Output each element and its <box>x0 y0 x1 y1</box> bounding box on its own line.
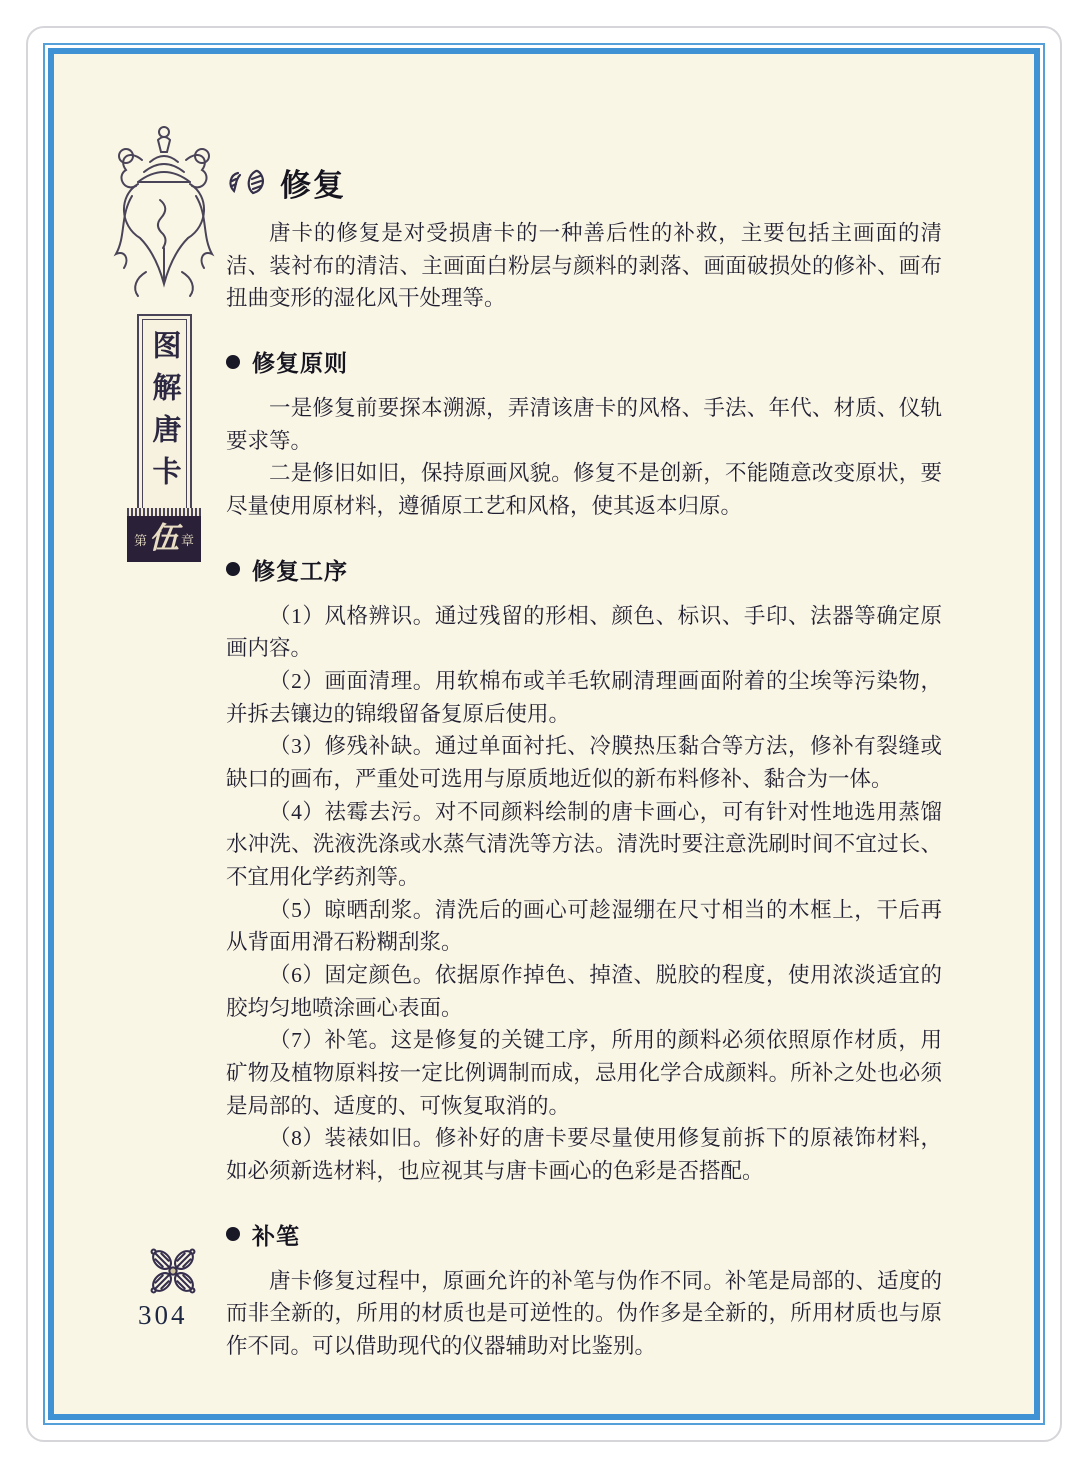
heading-label: 修复工序 <box>252 558 348 584</box>
heading-label: 修复原则 <box>252 351 348 377</box>
blue-frame-inner <box>48 48 1040 1420</box>
chapter-seal-suffix: 章 <box>181 532 195 548</box>
paragraph-step-5: （5）晾晒刮浆。清洗后的画心可趁湿绷在尺寸相当的木框上，干后再从背面用滑石粉糊刮浆。 <box>226 897 942 955</box>
bullet-icon <box>226 562 240 576</box>
heading-label: 补笔 <box>252 1223 300 1249</box>
page-paper <box>54 54 1034 1414</box>
blue-frame-outer <box>43 43 1045 1425</box>
paragraph-step-6: （6）固定颜色。依据原作掉色、掉渣、脱胶的程度，使用浓淡适宜的胶均匀地喷涂画心表面。 <box>226 963 942 1020</box>
page-number: 304 <box>138 1300 188 1330</box>
scanned-page-card <box>26 26 1062 1442</box>
page-title: 修复 <box>280 168 346 203</box>
paragraph-step-1: （1）风格辨识。通过残留的形相、颜色、标识、手印、法器等确定原画内容。 <box>226 603 942 661</box>
chapter-seal-prefix: 第 <box>133 532 147 548</box>
crossed-vajra-icon <box>142 1240 204 1307</box>
paragraph: 一是修复前要探本溯源，弄清该唐卡的风格、手法、年代、材质、仪轨要求等。 <box>226 396 942 453</box>
heading-restoration-steps <box>226 553 942 586</box>
paragraph-step-7: （7）补笔。这是修复的关键工序，所用的颜料必须依照原作材质，用矿物及植物原料按一定比例调制而成，忌用化学合成颜料。所补之处也必须是局部的、适度的、可恢复取消的。 <box>226 1028 942 1118</box>
paragraph: 二是修旧如旧，保持原画风貌。修复不是创新，不能随意改变原状，要尽量使用原材料，遵循原工艺和风格，使其返本归原。 <box>226 461 942 519</box>
book-title-vertical: 图解唐卡 <box>148 330 181 498</box>
paragraph-step-4: （4）祛霉去污。对不同颜料绘制的唐卡画心，可有针对性地选用蒸馏水冲洗、洗液洗涤或水蒸气清洗等方法。清洗时要注意洗刷时间不宜过长、不宜用化学药剂等。 <box>226 799 942 890</box>
heading-retouching <box>226 1218 942 1251</box>
chapter-seal-numeral: 伍 <box>149 522 179 555</box>
shell-ornament-icon <box>226 167 270 199</box>
section-title-row <box>226 160 942 205</box>
paragraph-step-3: （3）修残补缺。通过单面衬托、冷膜热压黏合等方法，修补有裂缝或缺口的画布，严重处可选用与原质地近似的新布料修补、黏合为一体。 <box>226 734 942 792</box>
bullet-icon <box>226 355 240 369</box>
bullet-icon <box>226 1227 240 1241</box>
intro-paragraph: 唐卡的修复是对受损唐卡的一种善后性的补救，主要包括主画面的清洁、装衬布的清洁、主画面白粉层与颜料的剥落、画面破损处的修补、画布扭曲变形的湿化风干处理等。 <box>226 221 942 311</box>
paragraph: 唐卡修复过程中，原画允许的补笔与伪作不同。补笔是局部的、适度的而非全新的，所用的材质也是可逆性的。伪作多是全新的，所用材质也与原作不同。可以借助现代的仪器辅助对比鉴别。 <box>226 1268 942 1359</box>
paragraph-step-8: （8）装裱如旧。修补好的唐卡要尽量使用修复前拆下的原裱饰材料，如必须新选材料，也应视其与唐卡画心的色彩是否搭配。 <box>226 1126 942 1184</box>
main-text-column <box>54 54 1034 1363</box>
paragraph-step-2: （2）画面清理。用软棉布或羊毛软刷清理画面附着的尘埃等污染物，并拆去镶边的锦缎留备复原后使用。 <box>226 669 942 726</box>
heading-restoration-principles <box>226 345 942 378</box>
